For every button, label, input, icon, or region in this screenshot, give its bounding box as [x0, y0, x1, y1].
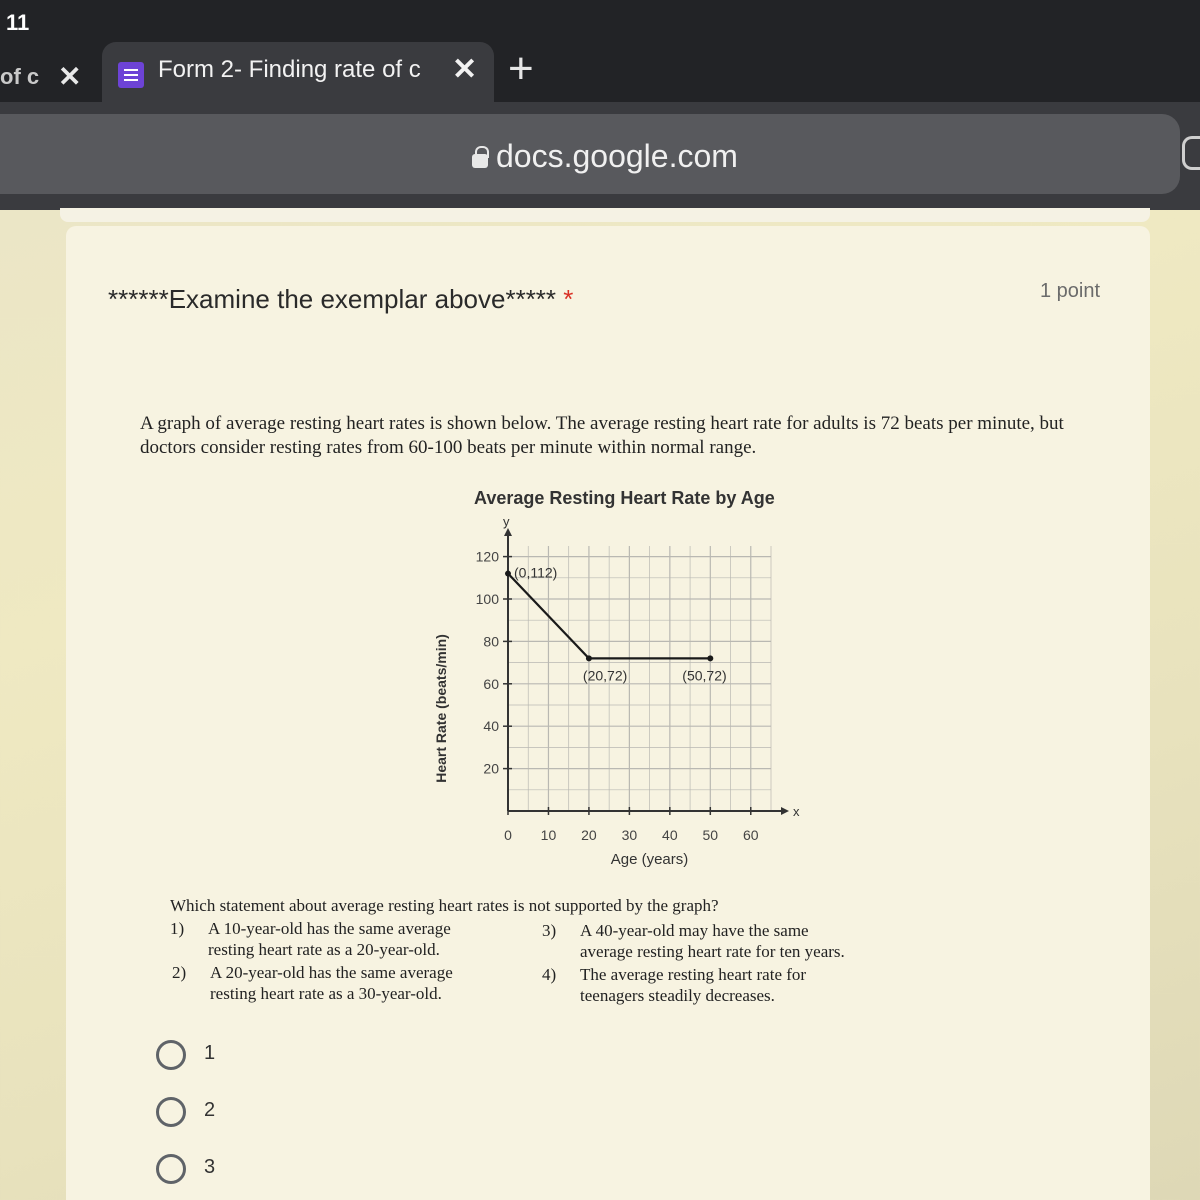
statement-3	[542, 920, 902, 964]
choice-1[interactable]	[156, 1040, 276, 1074]
tab-bar	[0, 42, 1200, 102]
lock-icon	[472, 154, 488, 168]
x-tick-label: 0	[504, 827, 512, 843]
radio-button[interactable]	[156, 1040, 186, 1070]
x-axis-arrow	[781, 807, 789, 815]
x-tick-label: 60	[742, 827, 759, 843]
point-label: (20,72)	[582, 667, 628, 684]
choice-3[interactable]	[156, 1154, 276, 1188]
url-text: docs.google.com	[496, 138, 738, 174]
y-tick-label: 100	[475, 591, 499, 607]
statement-line: resting heart rate as a 20-year-old.	[208, 940, 440, 959]
tab-previous-title: of c	[0, 64, 40, 89]
question-title	[108, 284, 573, 315]
statement-1	[170, 918, 510, 962]
tab-previous[interactable]	[0, 48, 96, 102]
data-point	[586, 655, 592, 661]
x-axis-letter: x	[793, 804, 800, 819]
forms-icon	[118, 62, 144, 88]
question-title-text: ******Examine the exemplar above*****	[108, 284, 557, 314]
statement-line: teenagers steadily decreases.	[580, 986, 775, 1005]
clock: 11	[6, 10, 30, 35]
statement-number: 1)	[170, 919, 185, 938]
statement-line: resting heart rate as a 30-year-old.	[210, 984, 442, 1003]
statement-number: 2)	[172, 963, 187, 982]
close-icon[interactable]: ✕	[452, 53, 478, 86]
data-point	[707, 655, 713, 661]
y-axis-arrow	[504, 528, 512, 536]
url-field[interactable]	[0, 114, 1180, 194]
chart-title: Average Resting Heart Rate by Age	[474, 488, 775, 508]
y-axis-title: Heart Rate (beats/min)	[433, 634, 449, 783]
question-stem: Which statement about average resting heart rates is not supported by the graph?	[170, 896, 719, 915]
tab-active-title: Form 2- Finding rate of c	[158, 56, 421, 83]
y-tick-label: 80	[483, 633, 499, 650]
tab-active[interactable]	[102, 42, 494, 102]
choice-label: 3	[204, 1156, 216, 1178]
address-bar	[0, 102, 1200, 210]
choice-label: 1	[204, 1042, 216, 1064]
x-tick-label: 40	[662, 827, 678, 843]
chart-labels	[433, 565, 727, 868]
x-tick-label: 50	[702, 827, 719, 843]
choice-label: 2	[204, 1099, 216, 1121]
x-tick-label: 10	[540, 827, 557, 843]
chart-ticks	[476, 549, 759, 843]
chart-axes	[503, 518, 800, 819]
statement-number: 3)	[542, 921, 557, 940]
statement-line: A 10-year-old has the same average	[208, 919, 451, 938]
x-axis-title: Age (years)	[610, 851, 689, 868]
mic-icon[interactable]	[1182, 136, 1200, 170]
statement-4	[542, 964, 902, 1008]
statement-line: A 20-year-old has the same average	[210, 963, 453, 982]
heart-rate-chart	[420, 518, 800, 878]
statement-2	[172, 962, 512, 1006]
y-tick-label: 20	[483, 760, 499, 777]
statement-number: 4)	[542, 965, 557, 984]
plus-icon[interactable]: +	[508, 44, 534, 93]
required-mark: *	[563, 284, 574, 314]
close-icon[interactable]: ✕	[58, 61, 82, 92]
point-label: (0,112)	[514, 564, 558, 581]
chart-grid	[508, 546, 771, 811]
statement-line: The average resting heart rate for	[580, 965, 807, 984]
statement-line: A 40-year-old may have the same	[580, 921, 809, 940]
y-tick-label: 60	[483, 675, 499, 692]
choice-2[interactable]	[156, 1097, 276, 1131]
radio-button[interactable]	[156, 1097, 186, 1127]
data-point	[505, 571, 511, 577]
y-tick-label: 40	[483, 718, 499, 735]
y-tick-label: 120	[475, 548, 499, 565]
x-tick-label: 30	[621, 827, 638, 843]
point-label: (50,72)	[682, 667, 727, 684]
question-intro: A graph of average resting heart rates is shown below. The average resting heart rate for adults is 72 beats per minute, but doctors consider resting rates from 60-100 beats per minute within normal range.	[140, 413, 1064, 458]
points-label: 1 point	[1040, 280, 1101, 302]
status-bar	[0, 0, 1200, 42]
x-tick-label: 20	[581, 827, 597, 843]
y-axis-letter: y	[503, 518, 510, 529]
statement-line: average resting heart rate for ten years.	[580, 942, 845, 961]
previous-card-edge	[60, 208, 1150, 222]
radio-button[interactable]	[156, 1154, 186, 1184]
